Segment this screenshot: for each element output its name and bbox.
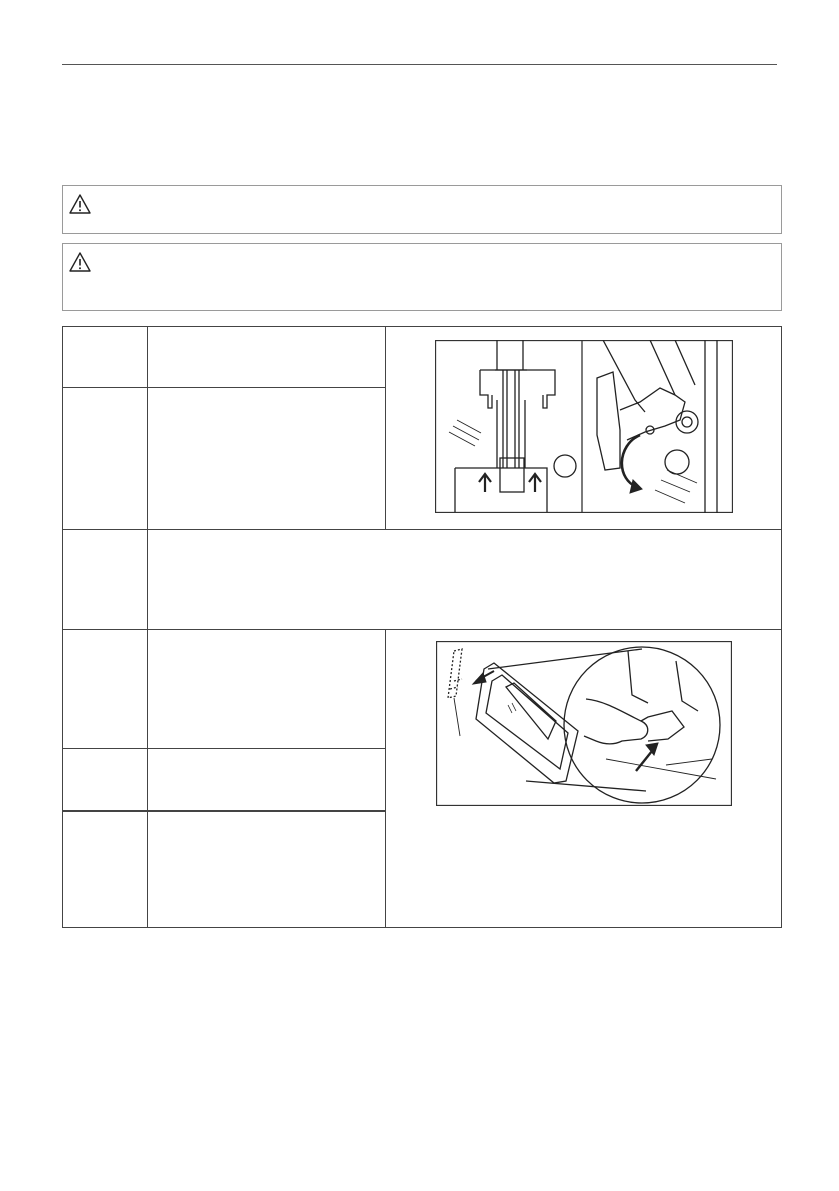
step-number-cell (62, 629, 148, 749)
step-number-cell (62, 810, 148, 928)
step-text-cell (147, 387, 386, 530)
step-number-cell (62, 748, 148, 811)
step-number-cell (62, 387, 148, 530)
warning-triangle-icon (68, 193, 92, 215)
warning-box-2 (62, 243, 782, 311)
step-text-cell (147, 326, 386, 388)
warning-box-1 (62, 185, 782, 234)
step-text-cell (147, 629, 386, 749)
step-text-cell (147, 810, 386, 928)
step-text-cell (147, 748, 386, 811)
glass-panel-illustration (436, 641, 732, 806)
step-number-cell (62, 529, 148, 630)
door-hinge-illustration (435, 340, 733, 513)
warning-triangle-icon (68, 251, 92, 273)
header-rule (62, 64, 777, 65)
step-text-cell (147, 529, 782, 630)
step-number-cell (62, 326, 148, 388)
